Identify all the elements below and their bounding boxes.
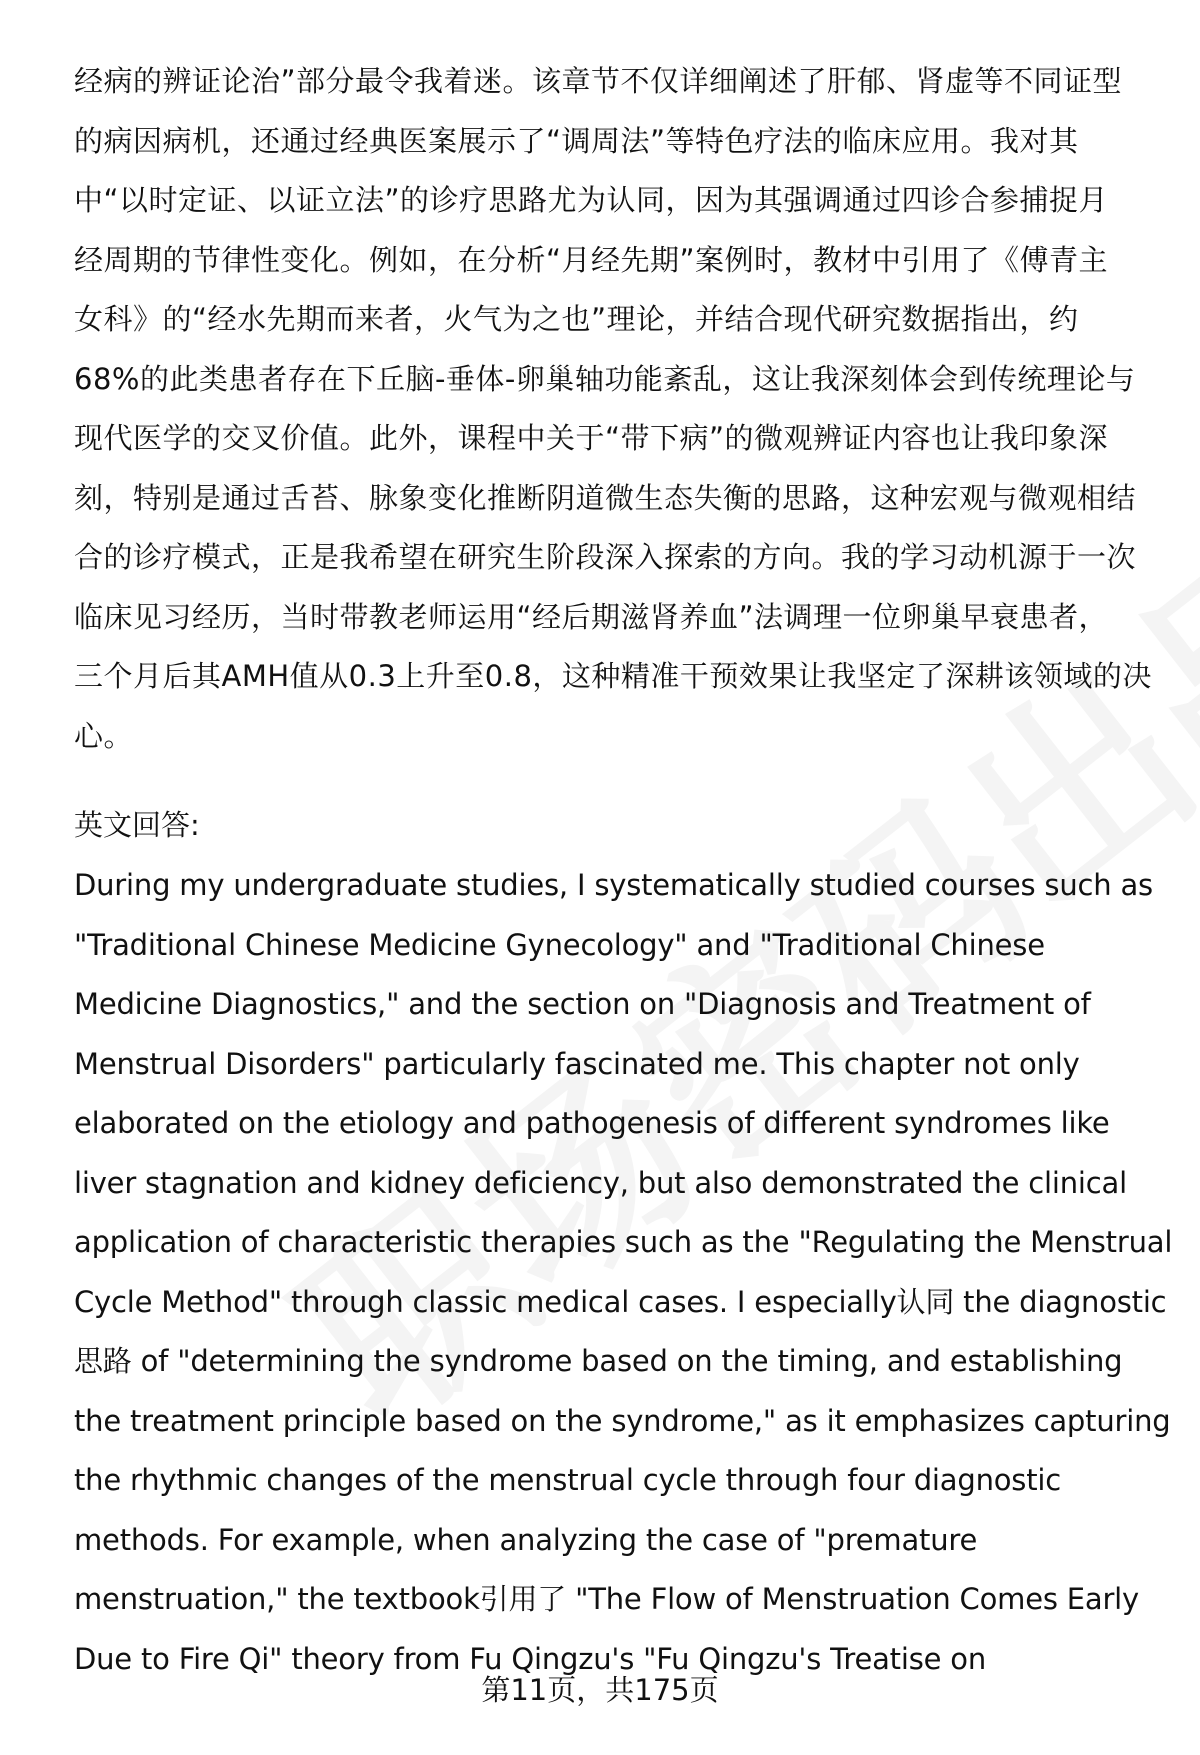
zh-line: 心。	[74, 718, 134, 753]
chinese-answer-paragraph	[74, 52, 1164, 766]
en-line: menstruation," the textbook引用了 "The Flow of Menstruation Comes Early	[74, 1582, 1139, 1616]
en-line: Menstrual Disorders" particularly fascinated me. This chapter not only	[74, 1046, 1080, 1081]
en-line: "Traditional Chinese Medicine Gynecology" and "Traditional Chinese	[74, 927, 1045, 962]
en-line: methods. For example, when analyzing the case of "premature	[74, 1522, 978, 1557]
zh-line: 经病的辨证论治”部分最令我着迷。该章节不仅详细阐述了肝郁、肾虚等不同证型	[74, 64, 1123, 98]
zh-line: 经周期的节律性变化。例如，在分析“月经先期”案例时，教材中引用了《傅青主	[74, 242, 1109, 277]
en-line: application of characteristic therapies such as the "Regulating the Menstrual	[74, 1225, 1173, 1259]
english-answer-paragraph	[74, 856, 1173, 1689]
zh-line: 68%的此类患者存在下丘脑-垂体-卵巢轴功能紊乱，这让我深刻体会到传统理论与	[74, 361, 1136, 396]
zh-line: 刻，特别是通过舌苔、脉象变化推断阴道微生态失衡的思路，这种宏观与微观相结	[74, 480, 1137, 515]
zh-line: 现代医学的交叉价值。此外，课程中关于“带下病”的微观辨证内容也让我印象深	[74, 421, 1109, 455]
zh-line: 合的诊疗模式，正是我希望在研究生阶段深入探索的方向。我的学习动机源于一次	[74, 540, 1137, 574]
zh-line: 中“以时定证、以证立法”的诊疗思路尤为认同，因为其强调通过四诊合参捕捉月	[74, 183, 1109, 217]
en-line: Due to Fire Qi" theory from Fu Qingzu's "Fu Qingzu's Treatise on	[74, 1641, 986, 1676]
en-line: Cycle Method" through classic medical cases. I especially认同 the diagnostic	[74, 1284, 1167, 1319]
page-number-footer: 第11页，共175页	[481, 1673, 719, 1707]
en-line: elaborated on the etiology and pathogenesis of different syndromes like	[74, 1106, 1110, 1140]
zh-line: 临床见习经历，当时带教老师运用“经后期滋肾养血”法调理一位卵巢早衰患者，	[74, 599, 1109, 634]
en-line: liver stagnation and kidney deficiency, but also demonstrated the clinical	[74, 1165, 1127, 1200]
en-line: 思路 of "determining the syndrome based on the timing, and establishing	[74, 1344, 1123, 1378]
zh-line: 女科》的“经水先期而来者，火气为之也”理论，并结合现代研究数据指出，约	[74, 302, 1079, 336]
en-line: Medicine Diagnostics," and the section on "Diagnosis and Treatment of	[74, 987, 1091, 1021]
en-line: the treatment principle based on the syndrome," as it emphasizes capturing	[74, 1403, 1171, 1438]
english-answer-heading: 英文回答:	[74, 808, 200, 842]
en-line: During my undergraduate studies, I systematically studied courses such as	[74, 868, 1153, 902]
zh-line: 三个月后其AMH值从0.3上升至0.8，这种精准干预效果让我坚定了深耕该领域的决	[74, 659, 1152, 693]
en-line: the rhythmic changes of the menstrual cycle through four diagnostic	[74, 1463, 1061, 1497]
zh-line: 的病因病机，还通过经典医案展示了“调周法”等特色疗法的临床应用。我对其	[74, 123, 1079, 158]
